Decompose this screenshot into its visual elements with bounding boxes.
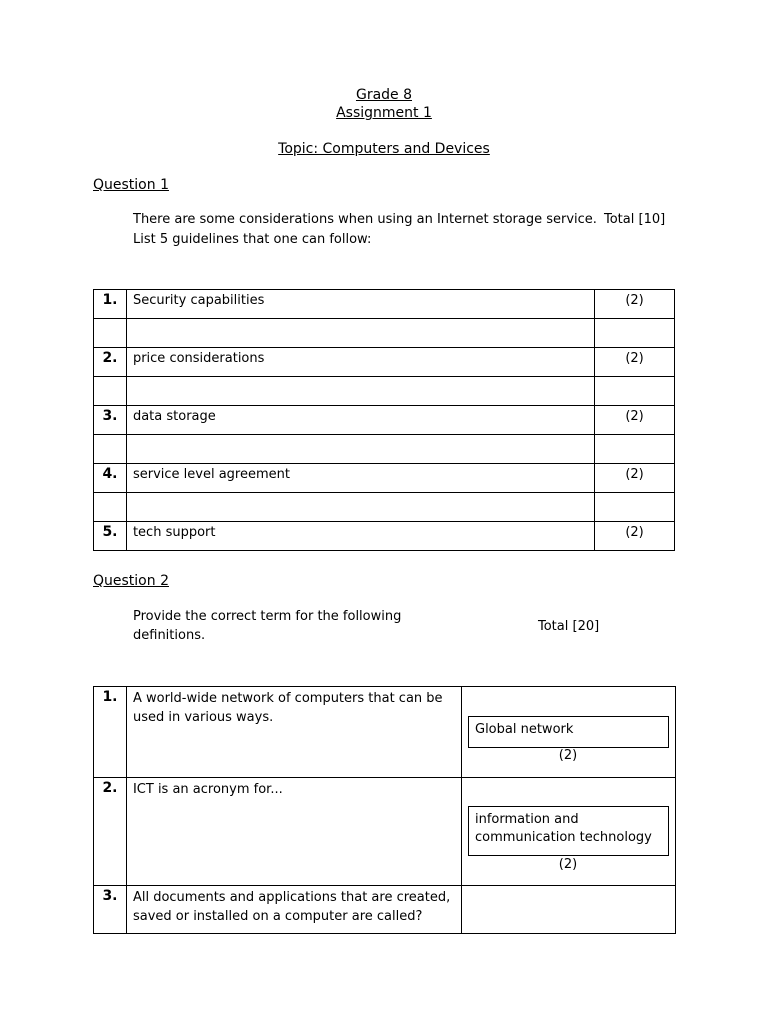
answer-box-1[interactable]: Global network <box>468 716 669 748</box>
assignment-heading: Assignment 1 <box>336 105 432 121</box>
marks-label-2: (2) <box>558 857 578 872</box>
row-number: 2. <box>94 778 127 886</box>
question-1-title: Question 1 <box>93 177 169 193</box>
row-number: 4. <box>94 464 127 493</box>
question-2-prompt-line2: definitions. <box>133 628 206 643</box>
question-1-table <box>93 289 675 551</box>
marks-label-1: (2) <box>558 748 578 763</box>
definition-cell: All documents and applications that are created, saved or installed on a computer are called? <box>126 886 461 934</box>
table-row <box>94 348 675 377</box>
row-number: 3. <box>94 406 127 435</box>
question-2-title: Question 2 <box>93 573 169 589</box>
definition-cell: A world-wide network of computers that can be used in various ways. <box>126 687 461 778</box>
question-1-total: Total [10] <box>604 212 666 227</box>
marks-cell: (2) <box>595 348 675 377</box>
answer-cell[interactable]: data storage <box>126 406 594 435</box>
marks-cell: (2) <box>595 406 675 435</box>
table-row-spacer <box>94 377 675 406</box>
row-number: 2. <box>94 348 127 377</box>
row-number: 1. <box>94 290 127 319</box>
answer-cell[interactable]: tech support <box>126 522 594 551</box>
row-number: 1. <box>94 687 127 778</box>
answer-cell[interactable]: Security capabilities <box>126 290 594 319</box>
marks-cell: (2) <box>595 290 675 319</box>
table-row <box>94 406 675 435</box>
marks-cell: (2) <box>595 522 675 551</box>
grade-heading: Grade 8 <box>355 87 413 103</box>
marks-cell: (2) <box>595 464 675 493</box>
answer-box-2[interactable]: information and communication technology <box>468 806 669 856</box>
question-2-prompt-line1: Provide the correct term for the following <box>133 609 402 624</box>
table-row <box>94 522 675 551</box>
row-number: 3. <box>94 886 127 934</box>
question-1-prompt-line1: There are some considerations when using an Internet storage service. <box>133 212 597 227</box>
table-row-spacer <box>94 493 675 522</box>
topic-heading: Topic: Computers and Devices <box>278 141 490 157</box>
table-row <box>94 886 676 934</box>
table-row-spacer <box>94 435 675 464</box>
answer-cell[interactable]: service level agreement <box>126 464 594 493</box>
table-row <box>94 464 675 493</box>
definition-cell: ICT is an acronym for... <box>126 778 461 886</box>
question-2-total: Total [20] <box>538 619 600 634</box>
table-row <box>94 290 675 319</box>
answer-cell[interactable]: price considerations <box>126 348 594 377</box>
table-row-spacer <box>94 319 675 348</box>
answer-column-cell[interactable] <box>462 886 676 934</box>
question-1-prompt-line2: List 5 guidelines that one can follow: <box>133 232 372 247</box>
row-number: 5. <box>94 522 127 551</box>
